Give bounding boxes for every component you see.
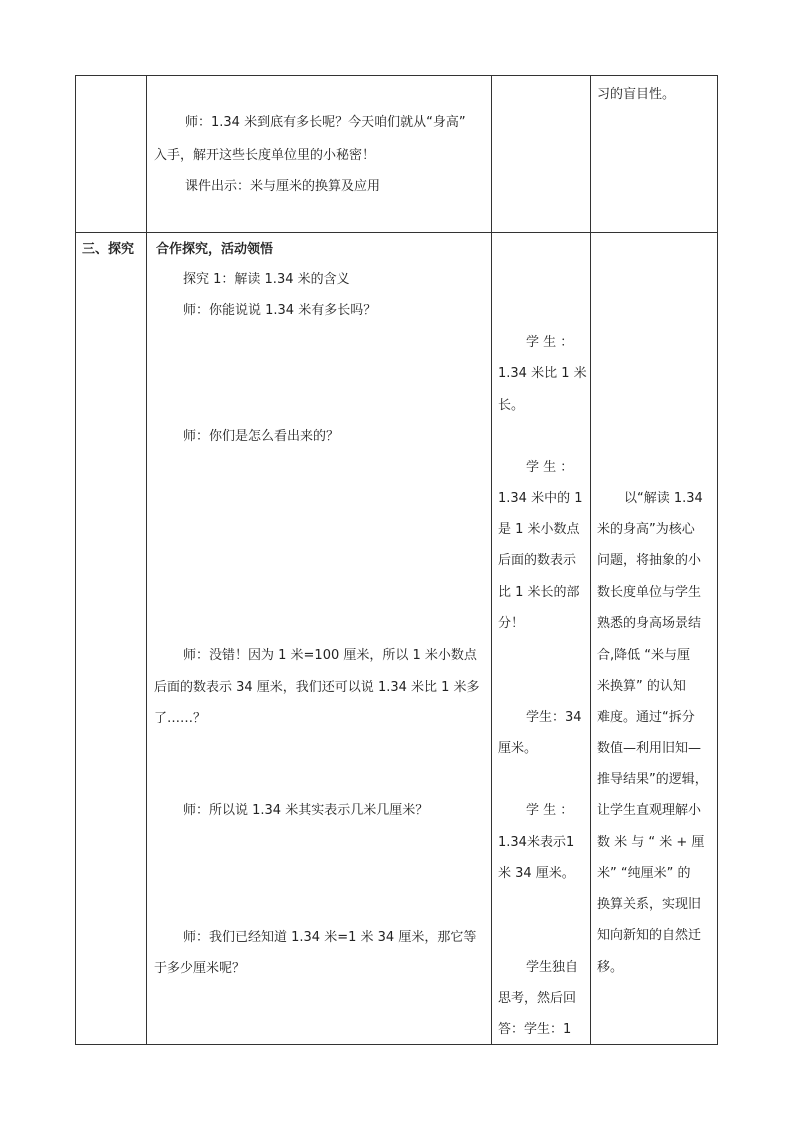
table-col-divider-1 xyxy=(146,75,147,1045)
teacher-question: 师：我们已经知道 1.34 米=1 米 34 厘米，那它等 xyxy=(183,930,477,945)
intent-text: 以“解读 1.34 xyxy=(624,491,703,506)
teacher-line: 师：1.34 米到底有多长呢？今天咱们就从“身高” xyxy=(185,115,466,130)
intent-text: 让学生直观理解小 xyxy=(597,803,702,818)
courseware-line: 课件出示：米与厘米的换算及应用 xyxy=(185,179,381,194)
student-answer: 学 生 ： xyxy=(526,803,574,818)
student-answer: 厘米。 xyxy=(498,741,538,756)
table-row-divider xyxy=(75,232,718,233)
student-answer: 答：学生：1 xyxy=(498,1022,572,1037)
table-col-divider-3 xyxy=(590,75,591,1045)
student-answer: 1.34 米中的 1 xyxy=(498,491,583,506)
teacher-line: 入手，解开这些长度单位里的小秘密！ xyxy=(154,148,376,163)
intent-text: 合,降低 “米与厘 xyxy=(597,648,690,663)
student-answer: 1.34 米比 1 米 xyxy=(498,366,587,381)
student-answer: 是 1 米小数点 xyxy=(498,522,580,537)
intent-text: 熟悉的身高场景结 xyxy=(597,616,702,631)
teacher-question: 师：你们是怎么看出来的？ xyxy=(183,429,340,444)
intent-text: 知向新知的自然迁 xyxy=(597,928,702,943)
teacher-question: 师：没错！因为 1 米=100 厘米，所以 1 米小数点 xyxy=(183,648,477,663)
explore-title: 探究 1：解读 1.34 米的含义 xyxy=(183,272,350,287)
table-right-border xyxy=(717,75,718,1045)
intent-text: 移。 xyxy=(597,960,624,975)
intent-text: 数长度单位与学生 xyxy=(597,585,702,600)
student-answer: 1.34米表示1 xyxy=(498,835,575,850)
teacher-question: 于多少厘米呢？ xyxy=(154,961,246,976)
intent-text: 米的身高”为核心 xyxy=(597,522,695,537)
intent-text: 数 米 与 “ 米 + 厘 xyxy=(597,835,705,850)
stage-label: 三、探究 xyxy=(82,242,135,257)
intent-text: 米换算” 的认知 xyxy=(597,679,686,694)
student-answer: 思考，然后回 xyxy=(498,991,577,1006)
intent-text: 数值—利用旧知— xyxy=(597,741,702,756)
intent-text: 难度。通过“拆分 xyxy=(597,710,695,725)
student-answer: 学 生 ： xyxy=(526,335,574,350)
intent-text: 换算关系，实现旧 xyxy=(597,897,702,912)
table-bottom-border xyxy=(75,1044,718,1045)
intent-text: 推导结果”的逻辑， xyxy=(597,772,708,787)
teacher-question: 师：所以说 1.34 米其实表示几米几厘米？ xyxy=(183,803,429,818)
intent-text: 米” “纯厘米” 的 xyxy=(597,866,691,881)
teacher-question: 后面的数表示 34 厘米，我们还可以说 1.34 米比 1 米多 xyxy=(154,680,480,695)
student-answer: 后面的数表示 xyxy=(498,553,577,568)
student-answer: 学生：34 xyxy=(526,710,582,725)
teacher-question: 师：你能说说 1.34 米有多长吗？ xyxy=(183,303,377,318)
student-answer: 长。 xyxy=(498,398,525,413)
section-heading: 合作探究，活动领悟 xyxy=(156,242,274,257)
student-answer: 米 34 厘米。 xyxy=(498,866,575,881)
table-col-divider-2 xyxy=(491,75,492,1045)
student-answer: 学生独自 xyxy=(526,960,579,975)
teacher-question: 了……？ xyxy=(154,711,207,726)
student-answer: 学 生 ： xyxy=(526,460,574,475)
student-answer: 分！ xyxy=(498,616,525,631)
intent-text: 习的盲目性。 xyxy=(597,87,676,102)
student-answer: 比 1 米长的部 xyxy=(498,585,580,600)
intent-text: 问题，将抽象的小 xyxy=(597,553,702,568)
table-left-border xyxy=(75,75,76,1045)
table-top-border xyxy=(75,75,718,76)
